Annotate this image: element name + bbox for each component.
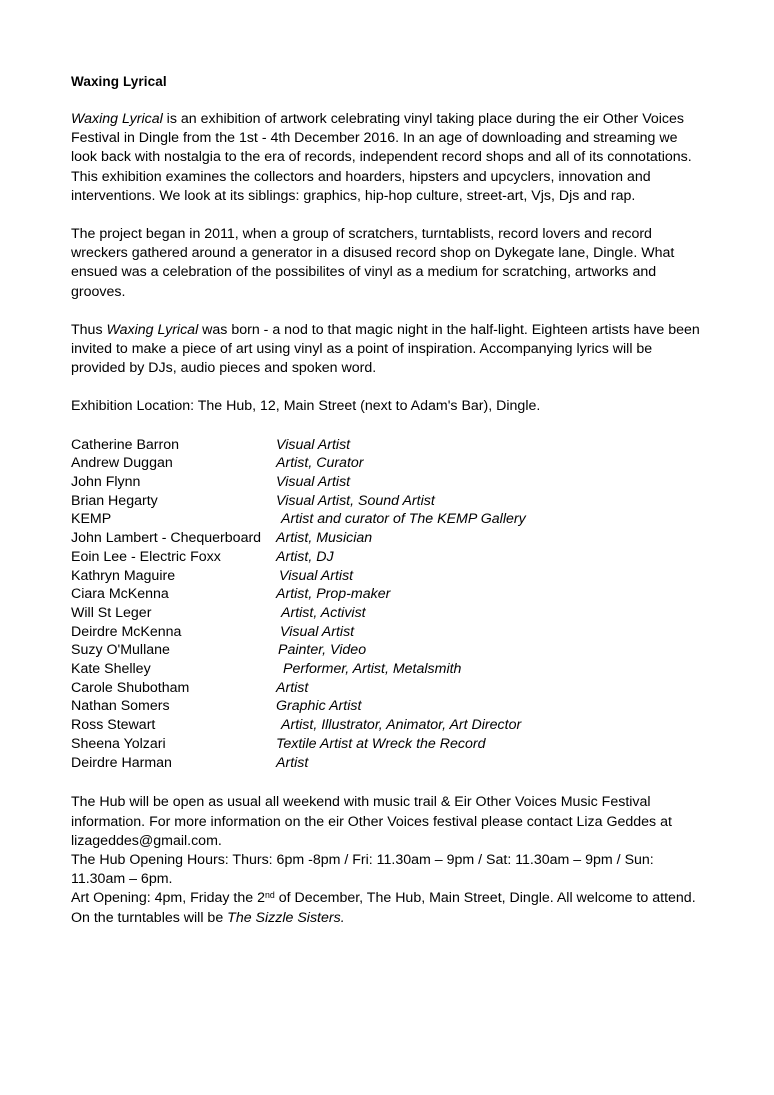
turntables-line — [71, 909, 700, 928]
artist-role: Artist, Musician — [276, 530, 373, 547]
intro-body: is an exhibition of artwork celebrating vinyl taking place during the eir Other Voices Festival in Dingle from the 1st - 4th December 2016. In an age of downloading and streaming we look back with nostalgia to the era of records, independent record shops and all of its connotations. This exhibition examines the collectors and hoarders, hipsters and upcyclers, innovation and interventions. We look at its siblings: graphics, hip-hop culture, street-art, Vjs, Djs and rap. — [71, 111, 692, 204]
artist-row — [71, 567, 700, 586]
artist-name: John Flynn — [71, 474, 141, 491]
artist-row — [71, 623, 700, 642]
exhibition-location: Exhibition Location: The Hub, 12, Main Street (next to Adam's Bar), Dingle. — [71, 398, 541, 415]
artist-role: Visual Artist — [276, 474, 351, 491]
artist-row — [71, 735, 700, 754]
artist-row — [71, 473, 700, 492]
artist-role: Painter, Video — [278, 642, 367, 659]
birth-suffix: was born - a nod to that magic night in the half-light. Eighteen artists have been invited to make a piece of art using vinyl as a point of inspiration. Accompanying lyrics will be provided by DJs, audio pieces and spoken word. — [71, 321, 700, 377]
artist-row — [71, 697, 700, 716]
artist-name: Deirdre McKenna — [71, 623, 182, 640]
artist-name: Andrew Duggan — [71, 455, 173, 472]
intro-italic-lead: Waxing Lyrical — [71, 111, 163, 127]
artist-role: Artist, Illustrator, Animator, Art Director — [281, 717, 522, 734]
artist-role: Visual Artist — [280, 623, 355, 640]
birth-italic-title: Waxing Lyrical — [106, 321, 199, 338]
artist-role: Artist — [276, 754, 309, 771]
artist-name: KEMP — [71, 511, 112, 528]
artist-row — [71, 454, 700, 473]
turntables-act-name: The Sizzle Sisters. — [227, 909, 345, 926]
art-opening-prefix: Art Opening: 4pm, Friday the 2 — [71, 890, 265, 907]
paragraph-history: The project began in 2011, when a group of scratchers, turntablists, record lovers and record wreckers gathered around a generator in a disused record shop on Dykegate lane, Dingle. What ensued was a celebration of the possibilites of vinyl as a medium for scratching, artworks and grooves. — [71, 226, 675, 300]
artist-name: Ciara McKenna — [71, 586, 169, 603]
artist-list — [71, 436, 700, 773]
artist-name: Sheena Yolzari — [71, 735, 166, 752]
artist-name: Catherine Barron — [71, 436, 180, 453]
artist-name: Kate Shelley — [71, 661, 151, 678]
artist-role: Visual Artist — [276, 436, 351, 453]
ordinal-suffix: nd — [265, 890, 275, 901]
turntables-prefix: On the turntables will be — [71, 909, 228, 926]
artist-name: Kathryn Maguire — [71, 567, 176, 584]
artist-row — [71, 754, 700, 773]
artist-name: Eoin Lee - Electric Foxx — [71, 548, 221, 565]
artist-row — [71, 510, 700, 529]
artist-name: Carole Shubotham — [71, 679, 190, 696]
artist-role: Artist, Curator — [276, 455, 364, 472]
art-opening-suffix: of December, The Hub, Main Street, Dingle. All welcome to attend. — [274, 890, 696, 907]
birth-prefix: Thus — [71, 321, 107, 338]
artist-row — [71, 604, 700, 623]
artist-role: Artist — [276, 679, 309, 696]
artist-row — [71, 585, 700, 604]
artist-role: Graphic Artist — [276, 698, 362, 715]
opening-hours: The Hub Opening Hours: Thurs: 6pm -8pm / Fri: 11.30am – 9pm / Sat: 11.30am – 9pm / Sun: 11.30am – 6pm. — [71, 851, 654, 888]
closing-block — [71, 793, 700, 927]
paragraph-birth — [71, 321, 700, 379]
artist-row — [71, 492, 700, 511]
artist-role: Visual Artist — [279, 567, 354, 584]
hub-info: The Hub will be open as usual all weekend with music trail & Eir Other Voices Music Festival information. For more information on the eir Other Voices festival please contact Liza Geddes at lizageddes@gmail.com. — [71, 794, 672, 849]
artist-name: Deirdre Harman — [71, 754, 172, 771]
page-title: Waxing Lyrical — [71, 74, 167, 89]
artist-name: Brian Hegarty — [71, 492, 158, 509]
artist-row — [71, 641, 700, 660]
artist-role: Artist, Activist — [281, 604, 366, 621]
artist-role: Artist, Prop-maker — [276, 586, 391, 603]
artist-role: Artist, DJ — [276, 548, 334, 565]
artist-name: Suzy O'Mullane — [71, 642, 170, 659]
artist-role: Textile Artist at Wreck the Record — [276, 735, 486, 752]
artist-row — [71, 660, 700, 679]
artist-role: Performer, Artist, Metalsmith — [283, 661, 462, 678]
artist-role: Visual Artist, Sound Artist — [276, 492, 435, 509]
artist-row — [71, 529, 700, 548]
artist-row — [71, 679, 700, 698]
artist-name: Ross Stewart — [71, 717, 156, 734]
artist-row — [71, 548, 700, 567]
artist-row — [71, 436, 700, 455]
artist-row — [71, 716, 700, 735]
art-opening — [71, 889, 700, 908]
artist-name: Nathan Somers — [71, 698, 170, 715]
artist-role: Artist and curator of The KEMP Gallery — [281, 511, 526, 528]
artist-name: Will St Leger — [71, 604, 152, 621]
artist-name: John Lambert - Chequerboard — [71, 530, 262, 547]
paragraph-intro — [71, 110, 700, 206]
